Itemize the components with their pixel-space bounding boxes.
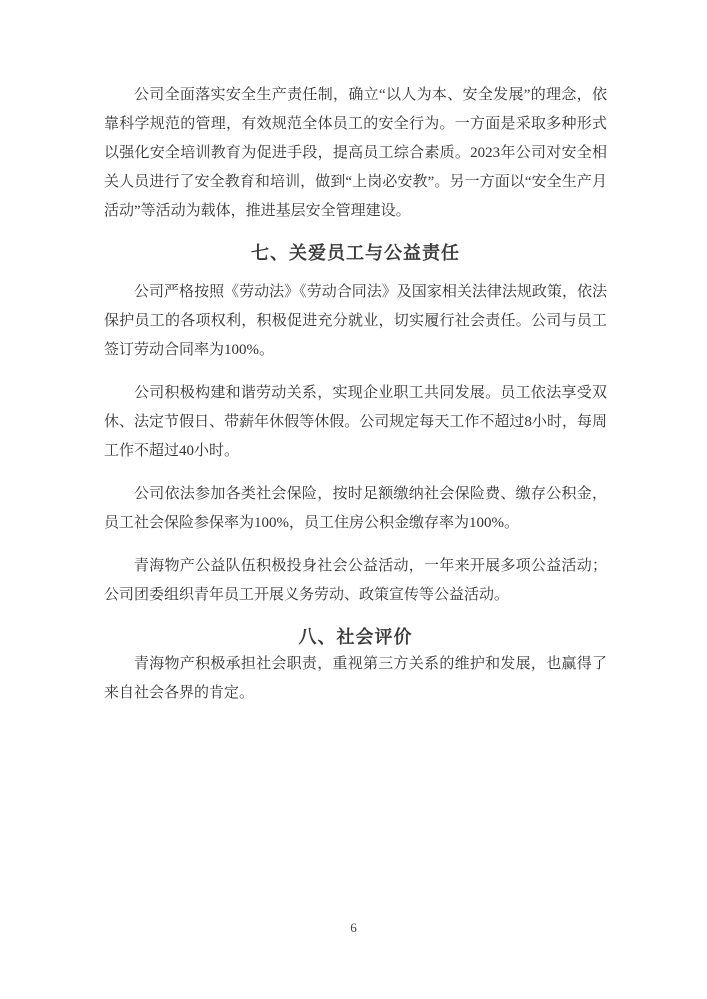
paragraph-work-hours: 公司积极构建和谐劳动关系，实现企业职工共同发展。员工依法享受双休、法定节假日、带薪年休假等休假。公司规定每天工作不超过8小时，每周工作不超过40小时。 — [104, 385, 607, 459]
paragraph-social-insurance: 公司依法参加各类社会保险，按时足额缴纳社会保险费、缴存公积金，员工社会保险参保率为100%，员工住房公积金缴存率为100%。 — [104, 486, 607, 531]
paragraph-social-recognition: 青海物产积极承担社会职责，重视第三方关系的维护和发展，也赢得了来自社会各界的肯定。 — [104, 656, 607, 701]
section-heading-7: 七、关爱员工与公益责任 — [251, 243, 460, 263]
section-heading-8: 八、社会评价 — [298, 627, 413, 647]
paragraph-labor-law: 公司严格按照《劳动法》《劳动合同法》及国家相关法律法规政策，依法保护员工的各项权利，积极促进充分就业，切实履行社会责任。公司与员工签订劳动合同率为100%。 — [104, 284, 607, 358]
paragraph-public-welfare: 青海物产公益队伍积极投身社会公益活动，一年来开展多项公益活动；公司团委组织青年员工开展义务劳动、政策宣传等公益活动。 — [104, 558, 607, 603]
page-number: 6 — [350, 920, 357, 935]
page-content — [104, 81, 607, 720]
paragraph-safety: 公司全面落实安全生产责任制，确立“以人为本、安全发展”的理念，依靠科学规范的管理，有效规范全体员工的安全行为。一方面是采取多种形式以强化安全培训教育为促进手段，提高员工综合素质。2023年公司对安全相关人员进行了安全教育和培训，做到“上岗必安教”。另一方面以“安全生产月活动”等活动为载体，推进基层安全管理建设。 — [104, 87, 607, 219]
